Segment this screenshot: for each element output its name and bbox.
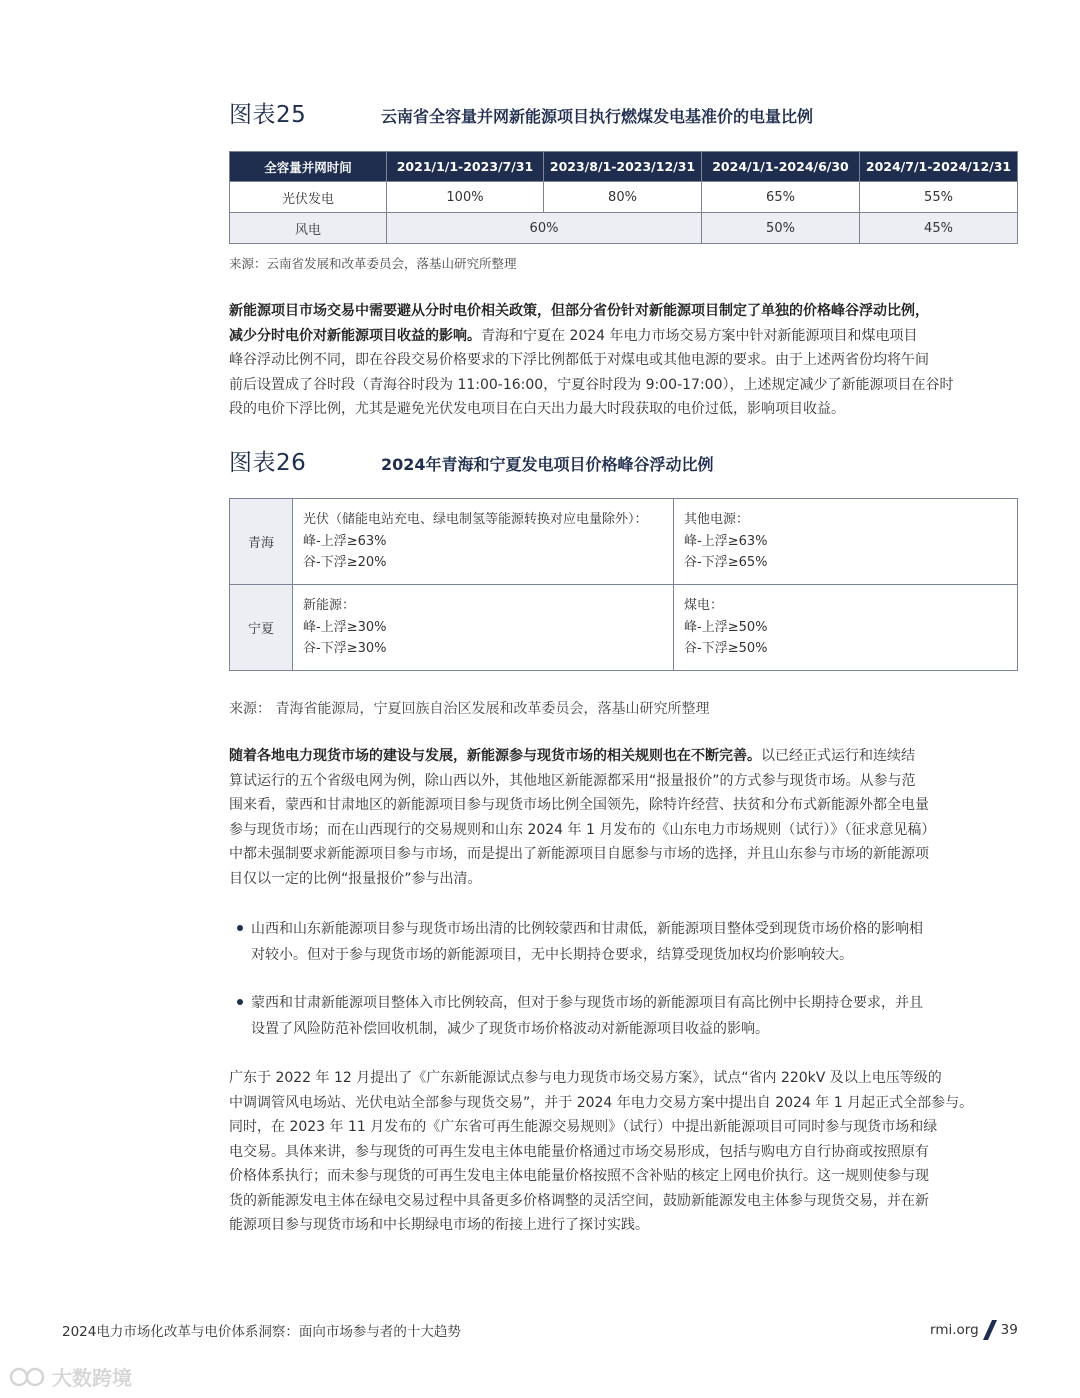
para3-line: 中调调管风电场站、光伏电站全部参与现货交易”，并于 2024 年电力交易方案中提出自 2024 年 1 月起正式全部参与。 [229,1094,974,1111]
bullet-item [237,990,1019,1042]
para2-line: 目仅以一定的比例“报量报价”参与出清。 [229,870,482,887]
region-cell: 宁夏 [230,585,293,671]
figure26-title: 2024年青海和宁夏发电项目价格峰谷浮动比例 [381,455,714,474]
watermark-text: 大数跨境 [52,1366,132,1390]
cell-line: 峰-上浮≥30% [303,619,387,635]
table-cell [674,499,1018,585]
figure25-heading [229,96,813,129]
merged-table-cell: 60% [387,213,702,244]
cell-line: 其他电源： [684,512,750,528]
para2-line: 围来看，蒙西和甘肃地区的新能源项目参与现货市场比例全国领先，除特许经营、扶贫和分布式新能源外都全电量 [229,797,929,813]
figure26-source: 来源： 青海省能源局，宁夏回族自治区发展和改革委员会，落基山研究所整理 [229,701,710,717]
region-cell: 青海 [230,499,293,585]
footer-right [930,1320,1018,1340]
cell-line: 新能源： [303,598,356,614]
footer-report-title: 2024电力市场化改革与电价体系洞察：面向市场参与者的十大趋势 [62,1324,461,1340]
para1-line: 段的电价下浮比例，尤其是避免光伏发电项目在白天出力最大时段获取的电价过低，影响项目收益。 [229,401,845,417]
slash-divider-icon [983,1320,997,1340]
para1-bold-line: 减少分时电价对新能源项目收益的影响。 [229,327,481,344]
cell-line: 峰-上浮≥63% [684,533,768,549]
para1-line: 前后设置成了谷时段（青海谷时段为 11:00-16:00，宁夏谷时段为 9:00-17:00），上述规定减少了新能源项目在谷时 [229,376,954,393]
bullet-line: 设置了风险防范补偿回收机制，减少了现货市场价格波动对新能源项目收益的影响。 [251,1021,769,1037]
table-cell: 55% [860,182,1018,213]
cell-line: 谷-下浮≥20% [303,555,387,571]
bullet-item [237,916,1019,968]
table-header-cell: 全容量并网时间 [230,152,387,182]
para3-line: 货的新能源发电主体在绿电交易过程中具备更多价格调整的灵活空间，鼓励新能源发电主体参与现货交易，并在新 [229,1192,929,1209]
bullet-line: 对较小。但对于参与现货市场的新能源项目，无中长期持仓要求，结算受现货加权均价影响较大。 [251,947,853,963]
table-cell: 65% [702,182,860,213]
para1-text: 青海和宁夏在 2024 年电力市场交易方案中针对新能源项目和煤电项目 [481,327,918,344]
row-name-cell: 光伏发电 [230,182,387,213]
paragraph-3 [229,1066,1019,1238]
table-header-row [230,152,1018,182]
bullet-line: 蒙西和甘肃新能源项目整体入市比例较高，但对于参与现货市场的新能源项目有高比例中长期持仓要求，并且 [251,995,923,1011]
table-cell: 100% [387,182,544,213]
figure25-table [229,151,1018,244]
para3-line: 同时，在 2023 年 11 月发布的《广东省可再生能源交易规则》（试行）中提出新能源项目可同时参与现货市场和绿 [229,1119,938,1135]
watermark [8,1362,132,1391]
para3-line: 广东于 2022 年 12 月提出了《广东新能源试点参与电力现货市场交易方案》，试点“省内 220kV 及以上电压等级的 [229,1070,942,1086]
para2-line: 算试运行的五个省级电网为例，除山西以外，其他地区新能源都采用“报量报价”的方式参与现货市场。从参与范 [229,772,916,789]
table-row [230,499,1018,585]
cell-line: 谷-下浮≥65% [684,555,768,571]
table-header-cell: 2024/1/1-2024/6/30 [702,152,860,182]
figure25-label: 图表25 [229,102,307,128]
cell-line: 峰-上浮≥50% [684,619,768,635]
para3-line: 价格体系执行；而未参与现货的可再生发电主体电能量价格按照不含补贴的核定上网电价执行。这一规则使参与现 [229,1168,929,1184]
table-cell [674,585,1018,671]
table-header-cell: 2023/8/1-2023/12/31 [544,152,702,182]
figure26-label: 图表26 [229,450,307,476]
para1-bold-line: 新能源项目市场交易中需要避从分时电价相关政策，但部分省份针对新能源项目制定了单独的价格峰谷浮动比例， [229,303,929,319]
table-row [230,182,1018,213]
bullet-dot-icon [237,925,243,931]
cell-line: 煤电： [684,598,724,614]
table-cell: 45% [860,213,1018,244]
cell-line: 谷-下浮≥30% [303,641,387,657]
bullet-dot-icon [237,999,243,1005]
paragraph-2 [229,744,1019,891]
cell-line: 光伏（储能电站充电、绿电制氢等能源转换对应电量除外）： [303,512,648,528]
figure25-title: 云南省全容量并网新能源项目执行燃煤发电基准价的电量比例 [381,107,814,126]
table-header-cell: 2021/1/1-2023/7/31 [387,152,544,182]
page-number: 39 [1000,1322,1018,1338]
para3-line: 电交易。具体来讲，参与现货的可再生发电主体电能量价格通过市场交易形成，包括与购电方自行协商或按照原有 [229,1143,929,1160]
para2-text: 以已经正式运行和连续结 [761,748,915,764]
paragraph-1 [229,299,1019,422]
table-cell [293,585,674,671]
table-cell [293,499,674,585]
figure26-table [229,498,1018,671]
table-cell: 50% [702,213,860,244]
table-row [230,585,1018,671]
footer-site-link[interactable]: rmi.org [930,1322,979,1338]
para3-line: 能源项目参与现货市场和中长期绿电市场的衔接上进行了探讨实践。 [229,1217,649,1233]
para2-line: 参与现货市场；而在山西现行的交易规则和山东 2024 年 1 月发布的《山东电力市场规则（试行）》（征求意见稿） [229,821,936,838]
figure26-heading [229,444,714,477]
bullet-line: 山西和山东新能源项目参与现货市场出清的比例较蒙西和甘肃低，新能源项目整体受到现货市场价格的影响相 [251,921,923,937]
para2-line: 中都未强制要求新能源项目参与市场，而是提出了新能源项目自愿参与市场的选择，并且山东参与市场的新能源项 [229,846,929,862]
cell-line: 谷-下浮≥50% [684,641,768,657]
figure25-source: 来源：云南省发展和改革委员会，落基山研究所整理 [229,256,517,271]
cell-line: 峰-上浮≥63% [303,533,387,549]
link-logo-icon [8,1365,48,1389]
table-cell: 80% [544,182,702,213]
row-name-cell: 风电 [230,213,387,244]
table-row [230,213,1018,244]
para2-bold: 随着各地电力现货市场的建设与发展，新能源参与现货市场的相关规则也在不断完善。 [229,748,761,764]
para1-line: 峰谷浮动比例不同，即在谷段交易价格要求的下浮比例都低于对煤电或其他电源的要求。由于上述两省份均将午间 [229,352,929,368]
table-header-cell: 2024/7/1-2024/12/31 [860,152,1018,182]
